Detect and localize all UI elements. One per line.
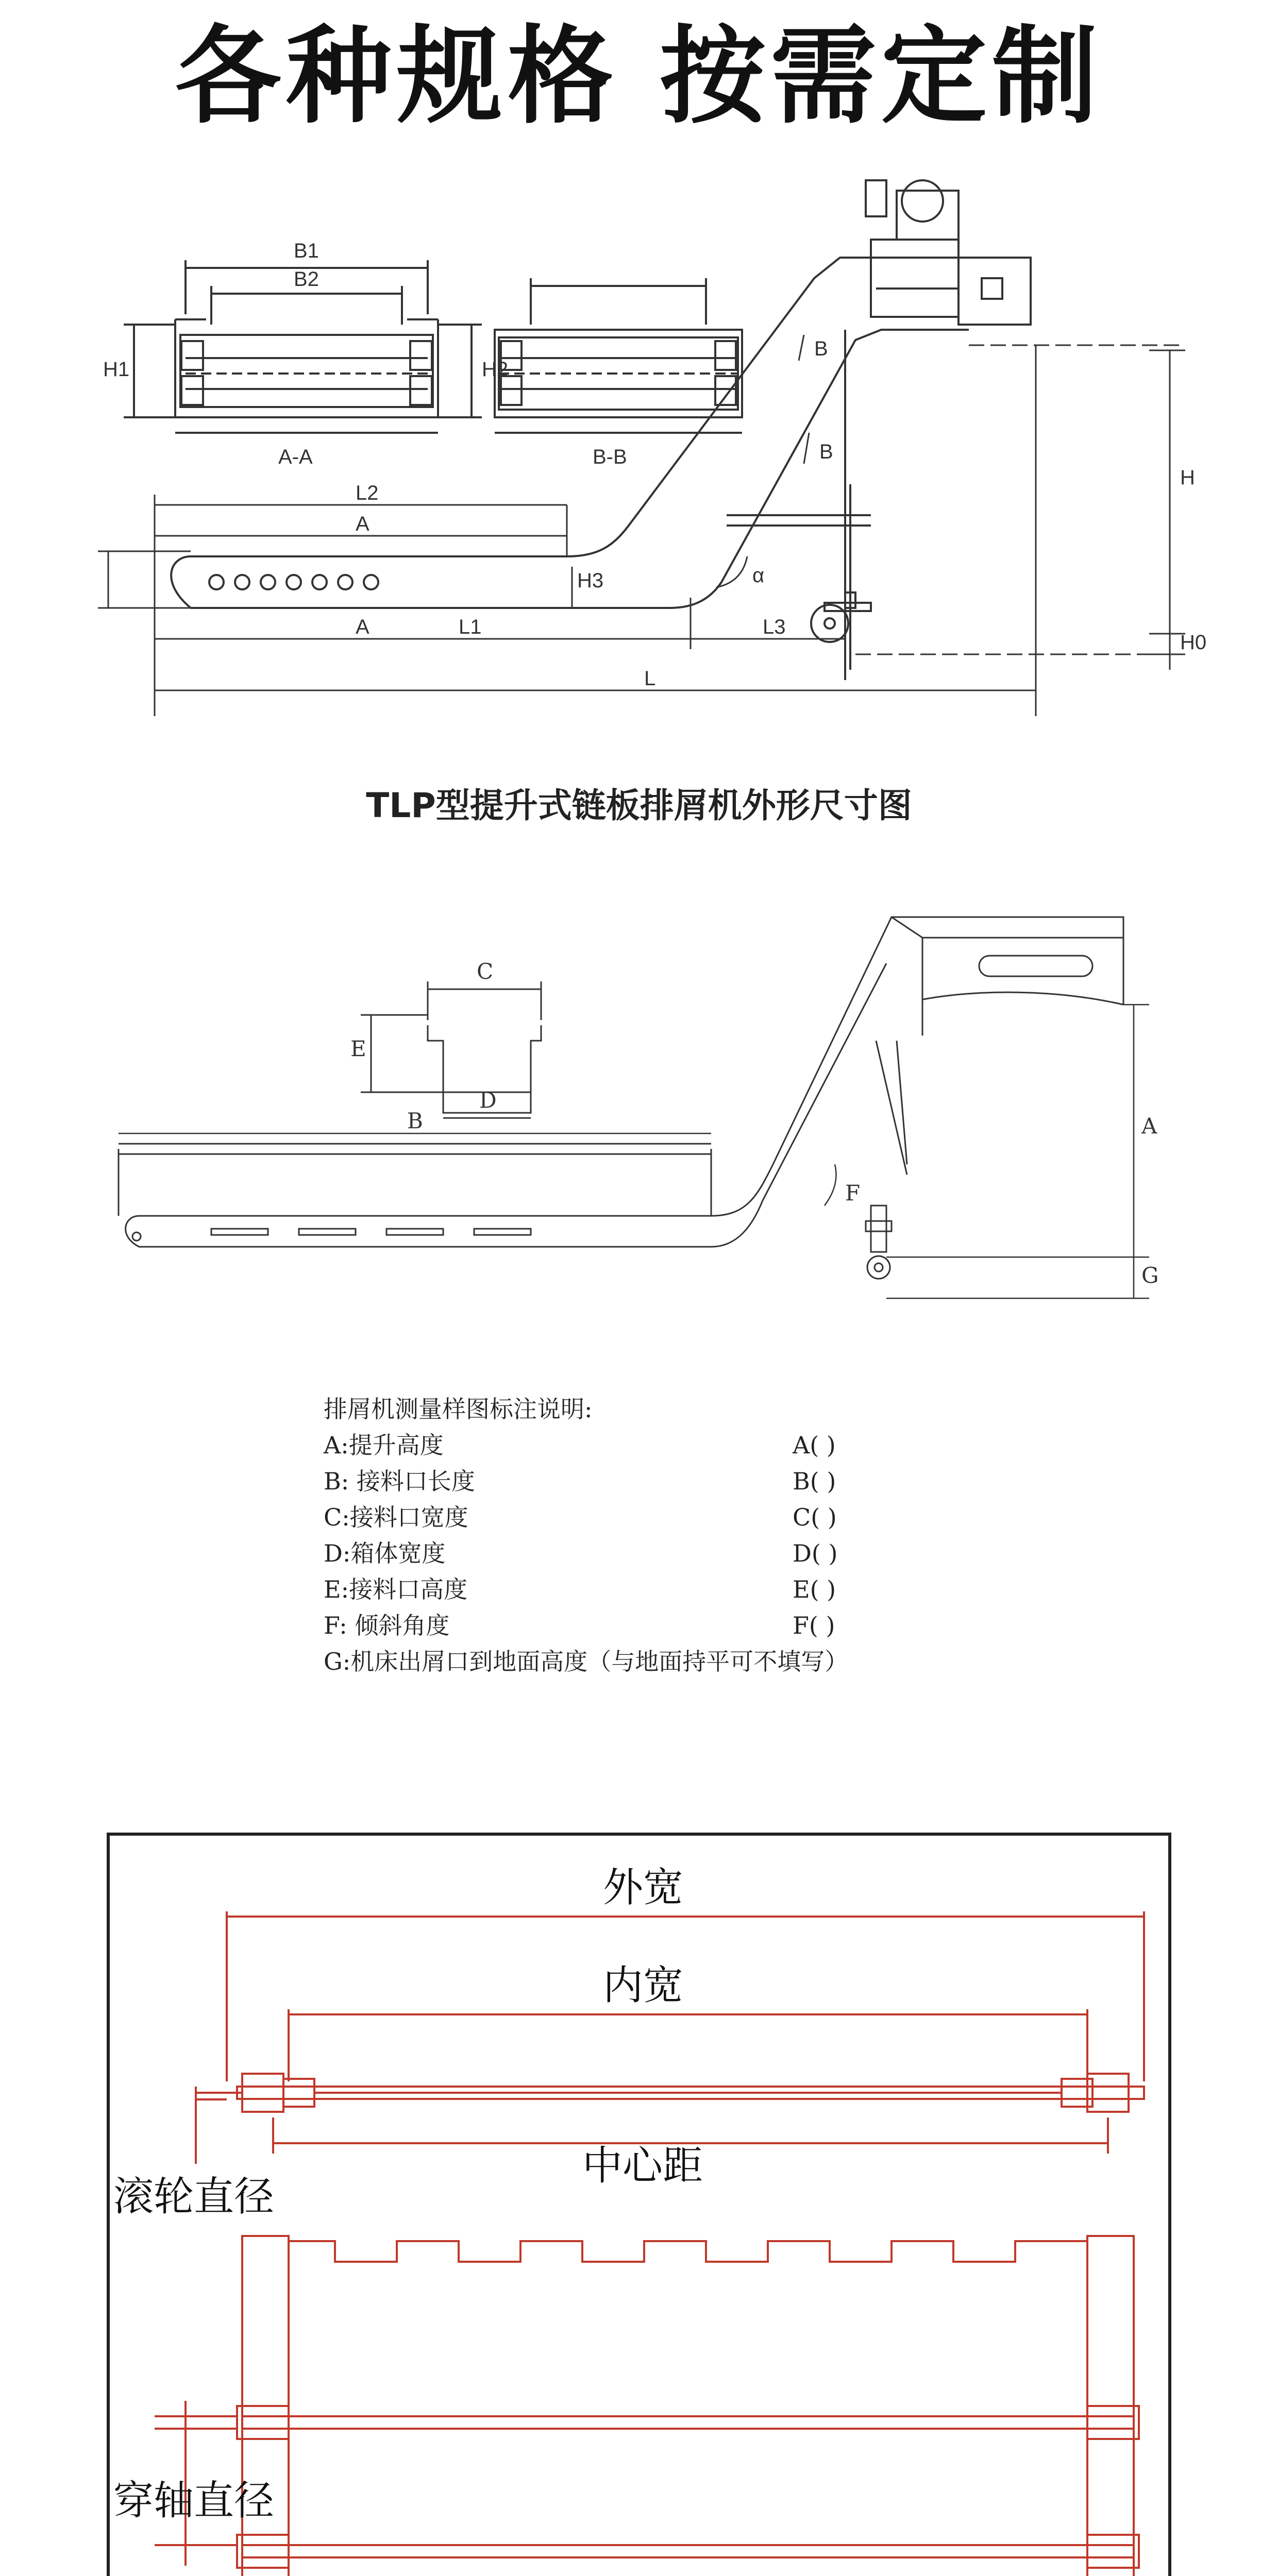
legend-field-b[interactable]: B( ) <box>793 1467 836 1495</box>
dim-l2: L2 <box>356 482 379 504</box>
legend-row-e <box>324 1571 994 1607</box>
legend-text-c: C:接料口宽度 <box>324 1503 468 1531</box>
conveyor-side-profile <box>119 917 1123 1279</box>
dim-l1: L1 <box>459 616 482 638</box>
dim-h3: H3 <box>577 569 604 592</box>
label-section-aa: A-A <box>278 446 313 468</box>
diagram-chain-plate <box>0 1814 1278 2576</box>
legend-field-e[interactable]: E( ) <box>793 1575 836 1603</box>
label-center-distance: 中心距 <box>582 2143 703 2189</box>
legend-row-c <box>324 1499 994 1535</box>
section-bb <box>495 278 742 433</box>
measurement-legend <box>324 1391 994 1680</box>
label-e: E <box>350 1036 366 1061</box>
dim-a-top: A <box>356 513 369 535</box>
legend-field-c[interactable]: C( ) <box>793 1503 837 1531</box>
dim-h1: H1 <box>103 358 130 381</box>
label-outer-width: 外宽 <box>603 1865 684 1911</box>
dim-a-bottom: A <box>356 616 369 638</box>
dim-b-upper: B <box>814 337 828 360</box>
diagram1-caption: TLP型提升式链板排屑机外形尺寸图 <box>366 786 912 825</box>
dim-b2: B2 <box>294 268 319 291</box>
legend-text-d: D:箱体宽度 <box>324 1539 446 1567</box>
headline <box>0 0 1278 138</box>
legend-field-f[interactable]: F( ) <box>793 1612 835 1639</box>
chain-drawing <box>155 1911 1144 2576</box>
diagram-tlp-dimensions <box>0 155 1278 793</box>
dim-b-lower: B <box>819 440 833 463</box>
legend-field-d[interactable]: D( ) <box>793 1539 838 1567</box>
dim-alpha: α <box>752 564 765 587</box>
label-a: A <box>1141 1113 1157 1139</box>
legend-note-g: G:机床出屑口到地面高度（与地面持平可不填写） <box>324 1648 849 1675</box>
headline-right: 按需定制 <box>660 15 1103 138</box>
label-f: F <box>845 1180 861 1206</box>
dimension-lines-2 <box>119 1005 1149 1298</box>
legend-text-a: A:提升高度 <box>324 1431 444 1459</box>
legend-row-d <box>324 1535 994 1571</box>
label-c: C <box>477 959 494 984</box>
legend-text-e: E:接料口高度 <box>324 1575 468 1603</box>
label-shaft-diameter: 穿轴直径 <box>113 2478 275 2524</box>
dim-l: L <box>644 667 656 690</box>
legend-title: 排屑机测量样图标注说明: <box>324 1395 593 1423</box>
dim-h: H <box>1180 466 1195 489</box>
headline-left: 各种规格 <box>175 15 618 138</box>
legend-text-f: F: 倾斜角度 <box>324 1612 450 1639</box>
legend-row-f <box>324 1607 994 1643</box>
label-section-bb: B-B <box>593 446 627 468</box>
label-inner-width: 内宽 <box>603 1962 684 2009</box>
cross-section <box>361 981 541 1118</box>
label-g: G <box>1141 1263 1159 1288</box>
dim-l3: L3 <box>763 616 786 638</box>
legend-row-b <box>324 1463 994 1499</box>
dim-b1: B1 <box>294 240 319 262</box>
legend-text-b: B: 接料口长度 <box>324 1467 475 1495</box>
dimension-lines <box>98 335 1185 716</box>
label-b: B <box>407 1108 423 1133</box>
label-roller-diameter: 滚轮直径 <box>113 2174 275 2220</box>
label-d: D <box>479 1088 497 1113</box>
legend-field-a[interactable]: A( ) <box>793 1431 836 1459</box>
bottom-holes <box>209 575 378 589</box>
legend-row-a <box>324 1427 994 1463</box>
dim-h2: H2 <box>482 358 509 381</box>
diagram-measurement-sample <box>0 886 1278 1350</box>
dim-h0: H0 <box>1180 631 1207 654</box>
